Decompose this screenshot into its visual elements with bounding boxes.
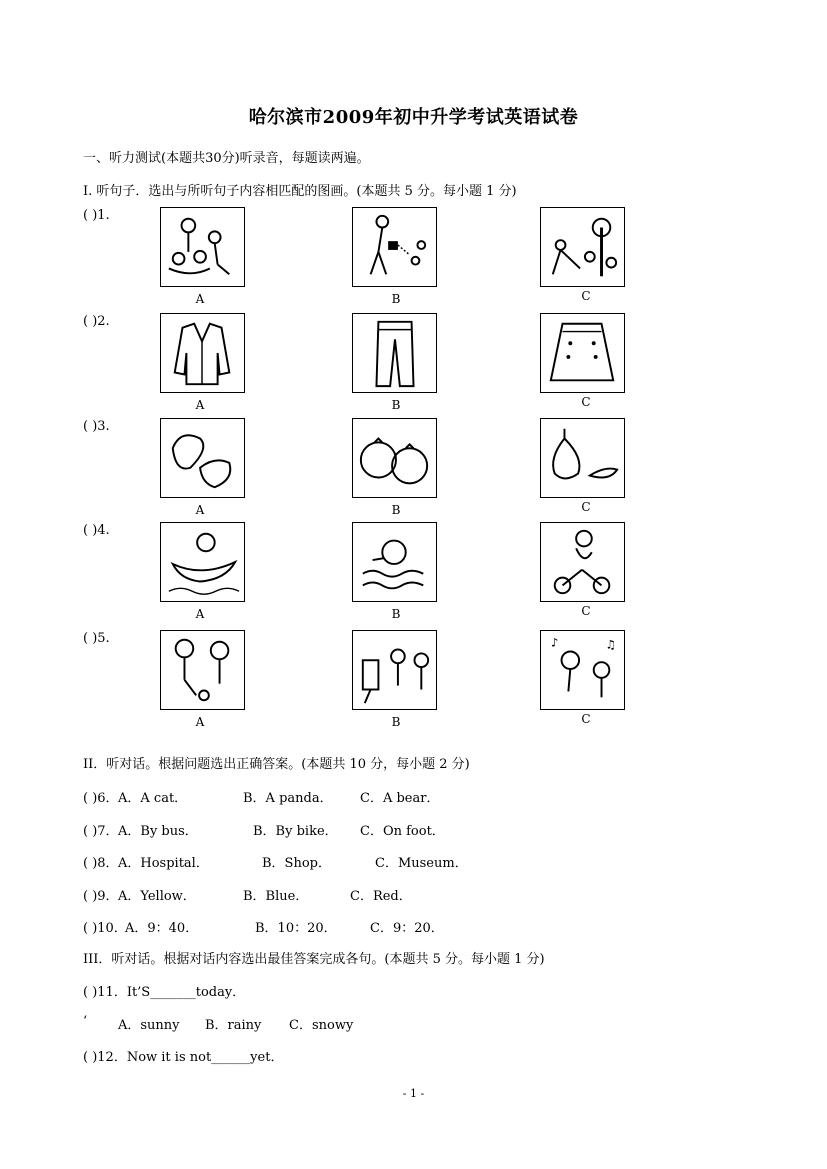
picture-option-label: C	[581, 712, 591, 726]
section-heading: 一、听力测试(本题共30分)听录音，每题读两遍。	[83, 151, 370, 166]
q6-option-b: B．A panda．	[243, 791, 333, 806]
playing-football-icon	[160, 630, 245, 710]
q9-question-number: ( )9．	[83, 889, 119, 904]
q8-option-b: B．Shop．	[262, 856, 331, 871]
q8-question-number: ( )8．	[83, 856, 119, 871]
q6-option-c: C．A bear．	[360, 791, 440, 806]
q6-option-a: A．A cat．	[118, 791, 188, 806]
picture-option-label: C	[581, 289, 591, 303]
picture-option-label: A	[195, 607, 205, 621]
picture-question-number: ( )4.	[83, 523, 110, 538]
skirt-icon	[540, 313, 625, 393]
q7-option-c: C．On foot．	[360, 824, 445, 839]
q7-question-number: ( )7．	[83, 824, 119, 839]
picture-question-number: ( )5.	[83, 631, 110, 646]
part-ii-heading: II．听对话。根据问题选出正确答案。(本题共 10 分，每小题 2 分)	[83, 757, 470, 772]
part-iii-heading: III．听对话。根据对话内容选出最佳答案完成各句。(本题共 5 分。每小题 1 分)	[83, 952, 545, 967]
q10-option-a: A．9：40．	[125, 921, 199, 936]
picture-option-label: A	[195, 398, 205, 412]
children-planting-tree-icon	[540, 207, 625, 287]
picture-option-label: B	[391, 398, 401, 412]
children-dancing-icon	[160, 207, 245, 287]
svg-text:♪: ♪	[550, 635, 559, 650]
q8-option-a: A．Hospital．	[118, 856, 209, 871]
picture-option-label: B	[391, 715, 401, 729]
q11-mark: ‘	[83, 1014, 88, 1029]
trousers-icon	[352, 313, 437, 393]
part-i-heading: I. 听句子．选出与所听句子内容相匹配的图画。(本题共 5 分。每小题 1 分)	[83, 184, 517, 199]
q11-option-b: B．rainy	[205, 1018, 262, 1033]
question-11: ( )11．It’S_______today．	[83, 985, 246, 1000]
q8-option-c: C．Museum．	[375, 856, 468, 871]
page-number: - 1 -	[402, 1087, 425, 1100]
picture-option-label: C	[581, 604, 591, 618]
child-watering-flowers-icon	[352, 207, 437, 287]
picture-option-label: C	[581, 500, 591, 514]
q10-question-number: ( )10．	[83, 921, 127, 936]
question-12: ( )12．Now it is not______yet．	[83, 1050, 284, 1065]
picture-option-label: C	[581, 395, 591, 409]
q11-option-c: C．snowy	[289, 1018, 354, 1033]
swimming-icon	[352, 522, 437, 602]
cycling-icon	[540, 522, 625, 602]
cabbage-icon	[160, 418, 245, 498]
q9-option-b: B．Blue．	[243, 889, 309, 904]
svg-text:♫: ♫	[605, 637, 616, 652]
q10-option-b: B．10：20．	[255, 921, 337, 936]
picture-question-number: ( )3.	[83, 419, 110, 434]
picture-option-label: B	[391, 292, 401, 306]
q10-option-c: C．9：20．	[370, 921, 444, 936]
picture-question-number: ( )1.	[83, 208, 110, 223]
page-title: 哈尔滨市2009年初中升学考试英语试卷	[248, 107, 579, 128]
singing-dancing-icon	[540, 630, 625, 710]
q7-option-a: A．By bus．	[118, 824, 198, 839]
q9-option-c: C．Red．	[350, 889, 412, 904]
boating-icon	[160, 522, 245, 602]
tomatoes-icon	[352, 418, 437, 498]
q9-option-a: A．Yellow．	[118, 889, 196, 904]
picture-option-label: A	[195, 715, 205, 729]
picture-question-number: ( )2.	[83, 314, 110, 329]
garlic-icon	[540, 418, 625, 498]
jacket-icon	[160, 313, 245, 393]
q11-option-a: A．sunny	[118, 1018, 180, 1033]
picture-option-label: A	[195, 503, 205, 517]
picture-option-label: B	[391, 503, 401, 517]
picture-option-label: A	[195, 292, 205, 306]
picture-option-label: B	[391, 607, 401, 621]
drawing-icon	[352, 630, 437, 710]
q7-option-b: B．By bike．	[253, 824, 338, 839]
q6-question-number: ( )6．	[83, 791, 119, 806]
